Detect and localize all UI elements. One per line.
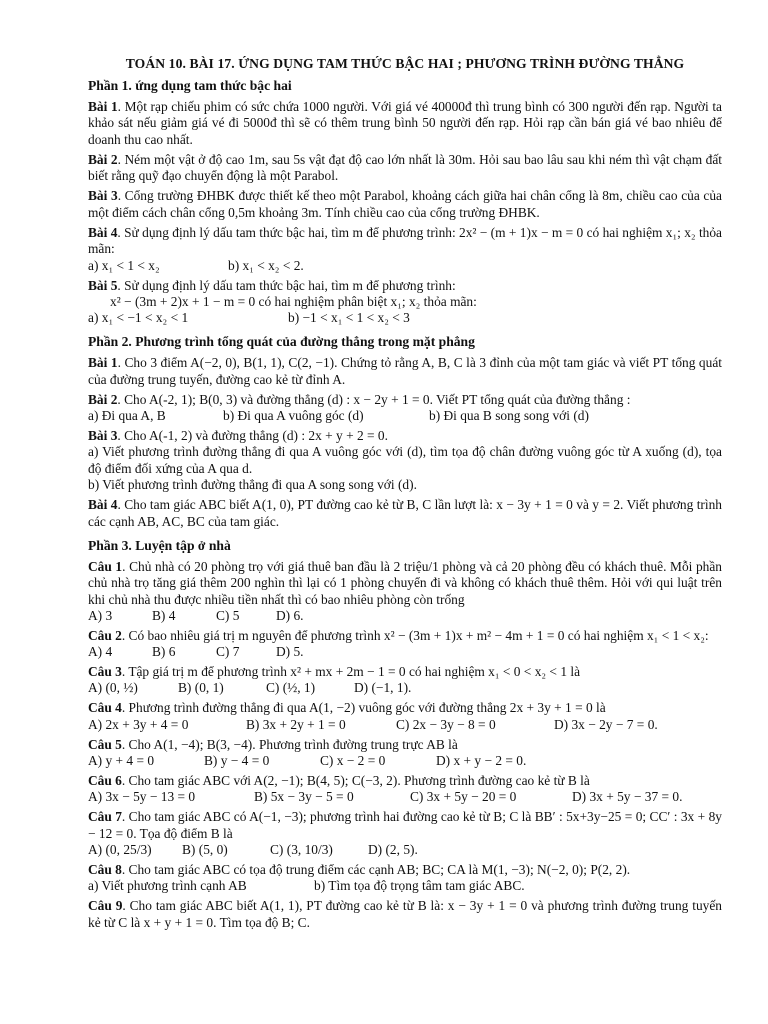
option-b: B) (5, 0) bbox=[182, 841, 228, 857]
part2-bai4 bbox=[88, 497, 722, 530]
label: Câu 7 bbox=[88, 809, 122, 825]
label: Bài 3 bbox=[88, 188, 118, 204]
option-a: A) 3 bbox=[88, 607, 113, 623]
option-c: C) (3, 10/3) bbox=[270, 841, 333, 857]
option-b: B) (0, 1) bbox=[178, 680, 224, 696]
options bbox=[88, 258, 722, 274]
body: . Ném một vật ở độ cao 1m, sau 5s vật đạt độ cao lớn nhất là 30m. Hỏi sau bao lâu sau khi ném thì vật chạm đất biết rằng quỹ đạo chuyển động là một Parabol. bbox=[88, 151, 723, 184]
option-d: D) 3x − 2y − 7 = 0. bbox=[554, 716, 658, 732]
part-a: a) Viết phương trình đường thẳng đi qua A vuông góc với (d), tìm tọa độ chân đường vuông góc từ A xuống (d), tọa độ điểm đối xứng của A qua d. bbox=[88, 444, 722, 476]
option-d: D) (2, 5). bbox=[368, 841, 418, 857]
option-d: D) 6. bbox=[276, 607, 304, 623]
options bbox=[88, 408, 722, 424]
question-9 bbox=[88, 898, 722, 931]
part1-bai1 bbox=[88, 99, 722, 148]
part2-bai2 bbox=[88, 392, 722, 424]
options bbox=[88, 310, 722, 326]
question-5 bbox=[88, 737, 722, 769]
body: . Tập giá trị m để phương trình x² + mx + 2m − 1 = 0 có hai nghiệm x₁ < 0 < x₂ < 1 là bbox=[121, 664, 581, 680]
option-a: a) x₁ < −1 < x₂ < 1 bbox=[88, 310, 189, 326]
part-b: b) Viết phương trình đường thẳng đi qua A song song với (d). bbox=[88, 477, 417, 493]
question-4 bbox=[88, 700, 722, 732]
option-c: C) 3x + 5y − 20 = 0 bbox=[410, 789, 517, 805]
label: Câu 1 bbox=[88, 558, 123, 574]
option-b: B) 3x + 2y + 1 = 0 bbox=[246, 716, 346, 732]
options bbox=[88, 878, 722, 894]
option-a: A) (0, 25/3) bbox=[88, 841, 152, 857]
option-b: B) 5x − 3y − 5 = 0 bbox=[254, 789, 354, 805]
question-8 bbox=[88, 862, 722, 894]
label: Câu 6 bbox=[88, 773, 122, 789]
option-c: C) 2x − 3y − 8 = 0 bbox=[396, 716, 496, 732]
options bbox=[88, 789, 722, 805]
label: Bài 2 bbox=[88, 391, 118, 407]
option-c: b) Đi qua B song song với (d) bbox=[429, 408, 589, 424]
question-2 bbox=[88, 628, 722, 660]
part1-bai4 bbox=[88, 225, 722, 274]
label: Bài 1 bbox=[88, 99, 118, 114]
question-7 bbox=[88, 809, 722, 858]
option-c: C) 7 bbox=[216, 644, 240, 660]
label: Bài 3 bbox=[88, 428, 118, 444]
option-d: D) (−1, 1). bbox=[354, 680, 412, 696]
option-a: a) x₁ < 1 < x₂ bbox=[88, 257, 160, 273]
option-b: B) 4 bbox=[152, 607, 176, 623]
body: . Cho tam giác ABC có tọa độ trung điểm các cạnh AB; BC; CA là M(1, −3); N(−2, 0); P(2, 2). bbox=[121, 861, 631, 877]
option-a: A) 3x − 5y − 13 = 0 bbox=[88, 789, 196, 805]
option-a: A) (0, ½) bbox=[88, 680, 138, 696]
part2-heading: Phần 2. Phương trình tổng quát của đường thẳng trong mặt phẳng bbox=[88, 334, 475, 350]
label: Bài 5 bbox=[88, 277, 118, 293]
body: . Cho A(-2, 1); B(0, 3) và đường thẳng (d) : x − 2y + 1 = 0. Viết PT tổng quát của đường thẳng : bbox=[117, 391, 631, 407]
option-b: B) 6 bbox=[152, 644, 176, 660]
options bbox=[88, 644, 722, 660]
option-c: C) 5 bbox=[216, 607, 240, 623]
body: . Cho A(1, −4); B(3, −4). Phương trình đường trung trực AB là bbox=[121, 736, 458, 752]
part1-bai3 bbox=[88, 188, 722, 221]
option-b: B) y − 4 = 0 bbox=[204, 753, 270, 769]
body: . Cho tam giác ABC với A(2, −1); B(4, 5); C(−3, 2). Phương trình đường cao kẻ từ B là bbox=[121, 773, 590, 789]
label: Câu 2 bbox=[88, 627, 122, 643]
label: Câu 8 bbox=[88, 861, 122, 877]
body: . Cho tam giác ABC biết A(1, 0), PT đường cao kẻ từ B, C lần lượt là: x − 3y + 1 = 0 và y = 2. Viết phương trình các cạnh AB, AC, BC của tam giác. bbox=[88, 497, 723, 529]
option-d: D) 3x + 5y − 37 = 0. bbox=[572, 789, 683, 805]
label: Bài 4 bbox=[88, 497, 118, 513]
question-3 bbox=[88, 664, 722, 696]
part2-bai1 bbox=[88, 355, 722, 388]
body: . Cho A(-1, 2) và đường thẳng (d) : 2x + y + 2 = 0. bbox=[117, 428, 388, 444]
option-c: C) (½, 1) bbox=[266, 680, 316, 696]
option-c: C) x − 2 = 0 bbox=[320, 753, 386, 769]
option-a: A) 4 bbox=[88, 644, 113, 660]
body: . Sử dụng định lý dấu tam thức bậc hai, tìm m để phương trình: bbox=[117, 277, 456, 293]
label: Câu 3 bbox=[88, 664, 122, 680]
question-6 bbox=[88, 773, 722, 805]
document-title: TOÁN 10. BÀI 17. ỨNG DỤNG TAM THỨC BẬC HAI ; PHƯƠNG TRÌNH ĐƯỜNG THẲNG bbox=[125, 56, 685, 71]
options bbox=[88, 753, 722, 769]
label: Bài 4 bbox=[88, 225, 118, 241]
option-d: D) x + y − 2 = 0. bbox=[436, 753, 527, 769]
body: . Phương trình đường thẳng đi qua A(1, −2) vuông góc với đường thẳng 2x + 3y + 1 = 0 là bbox=[121, 700, 606, 716]
part3-heading: Phần 3. Luyện tập ở nhà bbox=[88, 537, 231, 553]
body: . Có bao nhiêu giá trị m nguyên để phương trình x² − (3m + 1)x + m² − 4m + 1 = 0 có hai nghiệm x₁ < 1 < x₂: bbox=[121, 627, 709, 643]
body-line2: x² − (3m + 2)x + 1 − m = 0 có hai nghiệm phân biệt x₁; x₂ thỏa mãn: bbox=[110, 293, 477, 309]
option-d: D) 5. bbox=[276, 644, 304, 660]
option-b: b) Đi qua A vuông góc (d) bbox=[223, 408, 364, 424]
label: Bài 2 bbox=[88, 151, 118, 167]
option-a: a) Viết phương trình cạnh AB bbox=[88, 878, 247, 894]
part1-heading: Phần 1. ứng dụng tam thức bậc hai bbox=[88, 78, 292, 93]
options bbox=[88, 680, 722, 696]
body: . Một rạp chiếu phim có sức chứa 1000 người. Với giá vé 40000đ thì trung bình có 300 người đến rạp. Người ta khảo sát nếu giảm giá vé đi 5000đ thì sẽ có thêm trung bình 50 người đến rạp. Hỏi rạp cần bán giá vé bao nhiêu để doanh thu cao nhất. bbox=[88, 99, 722, 147]
option-b: b) Tìm tọa độ trọng tâm tam giác ABC. bbox=[314, 878, 525, 894]
body: . Cho tam giác ABC biết A(1, 1), PT đường cao kẻ từ B là: x − 3y + 1 = 0 và phương trình đường trung tuyến kẻ từ C là x + y + 1 = 0. Tìm tọa độ B; C. bbox=[88, 898, 722, 930]
body: . Cổng trường ĐHBK được thiết kế theo một Parabol, khoảng cách giữa hai chân cổng là 8m, chiều cao của của một điểm cách chân cổng 0,5m khoảng 3m. Tính chiều cao của cổng trường ĐHBK. bbox=[88, 188, 722, 220]
label: Bài 1 bbox=[88, 355, 118, 371]
label: Câu 5 bbox=[88, 736, 122, 752]
options bbox=[88, 608, 722, 624]
question-1 bbox=[88, 559, 722, 624]
option-a: A) 2x + 3y + 4 = 0 bbox=[88, 716, 189, 732]
option-a: A) y + 4 = 0 bbox=[88, 753, 155, 769]
body: . Sử dụng định lý dấu tam thức bậc hai, tìm m để phương trình: 2x² − (m + 1)x − m = 0 có hai nghiệm x₁; x₂ thỏa mãn: bbox=[88, 225, 723, 257]
label: Câu 9 bbox=[88, 898, 123, 914]
option-a: a) Đi qua A, B bbox=[88, 408, 166, 424]
option-b: b) x₁ < x₂ < 2. bbox=[228, 257, 304, 273]
options bbox=[88, 842, 722, 858]
option-b: b) −1 < x₁ < 1 < x₂ < 3 bbox=[288, 310, 410, 326]
body: . Cho tam giác ABC có A(−1, −3); phương trình hai đường cao kẻ từ B; C là BB′ : 5x+3y−25 = 0; CC′ : 3x + 8y − 12 = 0. Tọa độ điểm B là bbox=[88, 809, 722, 841]
body: . Chủ nhà có 20 phòng trọ với giá thuê ban đầu là 2 triệu/1 phòng và cả 20 phòng đều có khách thuê. Mỗi phần chủ nhà trọ tăng giá thêm 200 nghìn thì lại có 1 phòng chuyển đi và không có khách thuê thêm. Hỏi với qui luật trên khi chủ nhà thu được nhiều tiền nhất thì có bao nhiêu phòng còn trống bbox=[88, 558, 723, 607]
part1-bai2 bbox=[88, 152, 722, 185]
body: . Cho 3 điểm A(−2, 0), B(1, 1), C(2, −1). Chứng tỏ rằng A, B, C là 3 đỉnh của một tam giác và viết PT tổng quát của đường trung tuyến, đường cao kẻ từ đỉnh A. bbox=[88, 355, 722, 387]
options bbox=[88, 717, 722, 733]
part1-bai5 bbox=[88, 278, 722, 327]
part2-bai3 bbox=[88, 428, 722, 493]
label: Câu 4 bbox=[88, 700, 122, 716]
